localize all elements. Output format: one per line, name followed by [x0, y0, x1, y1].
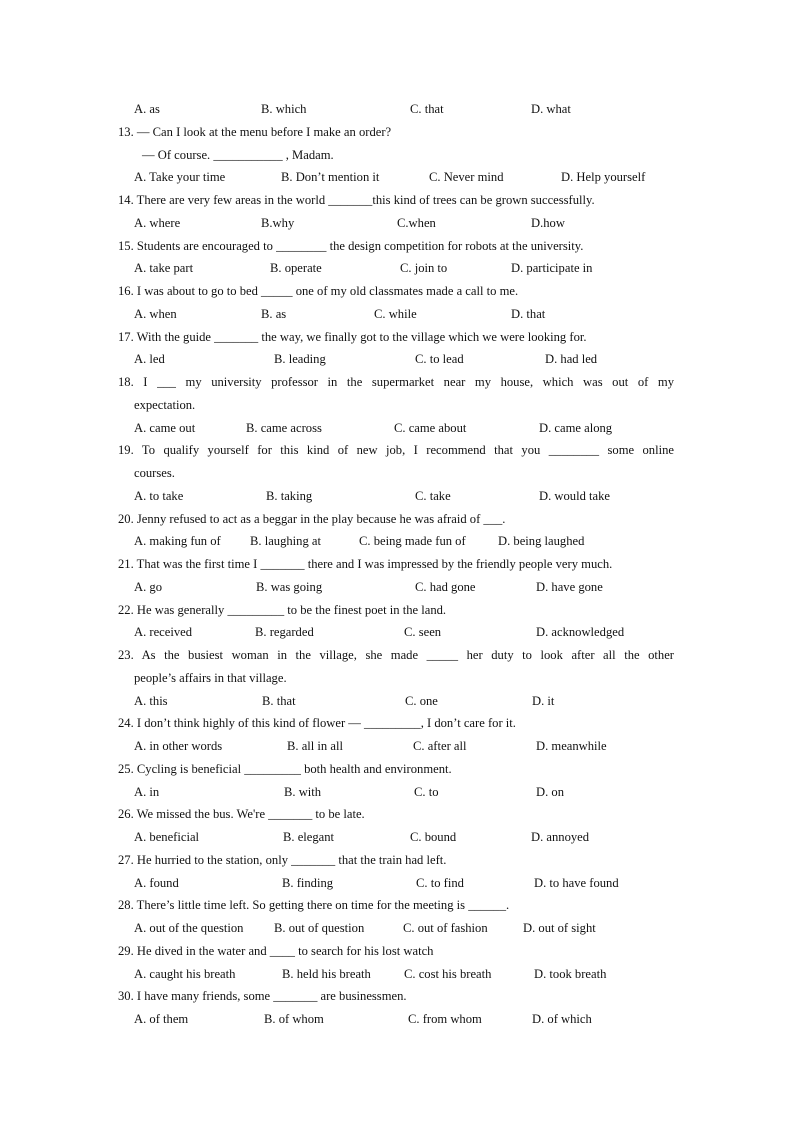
option-a: A. as [134, 102, 160, 116]
option-a: A. to take [134, 488, 184, 503]
option-b: B. came across [246, 420, 322, 435]
option-c: C. one [405, 693, 438, 708]
option-a: A. take part [134, 261, 194, 276]
answer-options-row [0, 621, 794, 644]
option-d: D. participate in [511, 261, 593, 276]
option-a: A. making fun of [134, 534, 221, 549]
answer-options-row [0, 417, 794, 440]
option-d: D. that [511, 306, 546, 321]
option-a: A. received [134, 625, 193, 640]
option-d: D. would take [539, 488, 610, 503]
option-d: D. annoyed [531, 830, 590, 844]
option-d: D. Help yourself [561, 170, 646, 185]
answer-options-row [0, 212, 794, 235]
answer-options-row [0, 1008, 794, 1031]
question-text: 24. I don’t think highly of this kind of flower — _________, I don’t care for it. [118, 716, 516, 731]
question-text: 26. We missed the bus. We're _______ to be late. [118, 807, 365, 822]
option-b: B. regarded [255, 625, 314, 640]
option-a: A. beneficial [134, 830, 200, 844]
option-c: C. cost his breath [404, 966, 492, 981]
option-c: C. bound [410, 830, 457, 844]
question-text: 14. There are very few areas in the world _______this kind of trees can be grown successfully. [118, 193, 595, 207]
answer-options-row [0, 872, 794, 895]
question-text: 23. As the busiest woman in the village, she made _____ her duty to look after all the other [118, 648, 674, 662]
question-continuation: people’s affairs in that village. [134, 670, 287, 685]
answer-options-row [0, 485, 794, 508]
option-b: B. was going [256, 579, 323, 594]
answer-options-row [0, 348, 794, 371]
option-c: C. to lead [415, 352, 464, 367]
answer-options-row [0, 826, 794, 849]
question-text: 13. — Can I look at the menu before I make an order? [118, 124, 392, 139]
option-c: C. take [415, 488, 451, 503]
answer-options-row [0, 917, 794, 940]
option-c: C. from whom [408, 1012, 482, 1026]
option-c: C. after all [413, 739, 467, 753]
option-b: B. operate [270, 261, 322, 276]
option-c: C. join to [400, 261, 448, 276]
question-text: 17. With the guide _______ the way, we finally got to the village which we were looking for. [118, 329, 587, 344]
option-b: B. all in all [287, 739, 343, 753]
option-a: A. in other words [134, 739, 223, 753]
option-c: C. had gone [415, 579, 476, 594]
worksheet [0, 98, 794, 1031]
option-c: C. out of fashion [403, 921, 488, 935]
option-d: D. came along [539, 420, 613, 435]
answer-options-row [0, 735, 794, 758]
option-d: D. had led [545, 352, 598, 367]
option-b: B. held his breath [282, 966, 371, 981]
option-c: C. seen [404, 625, 442, 640]
option-b: B. of whom [264, 1012, 324, 1026]
question-text: 21. That was the first time I _______ there and I was impressed by the friendly people very much. [118, 557, 613, 571]
option-a: A. came out [134, 420, 196, 435]
question-continuation: courses. [134, 466, 175, 480]
option-b: B. finding [282, 875, 334, 890]
option-b: B. as [261, 306, 287, 321]
answer-options-row [0, 257, 794, 280]
option-c: C. that [410, 102, 444, 116]
option-a: A. Take your time [134, 170, 226, 185]
option-d: D. being laughed [498, 534, 585, 549]
question-text: 15. Students are encouraged to ________ the design competition for robots at the university. [118, 238, 584, 253]
option-a: A. go [134, 579, 162, 594]
option-a: A. this [134, 693, 168, 708]
option-a: A. where [134, 215, 181, 230]
question-text: 16. I was about to go to bed _____ one of my old classmates made a call to me. [118, 284, 519, 298]
question-text: 20. Jenny refused to act as a beggar in the play because he was afraid of ___. [118, 511, 506, 526]
question-text: 22. He was generally _________ to be the finest poet in the land. [118, 602, 447, 617]
option-a: A. led [134, 352, 165, 367]
option-d: D. of which [532, 1012, 592, 1026]
option-c: C. being made fun of [359, 534, 466, 549]
option-b: B. laughing at [250, 534, 322, 549]
option-a: A. found [134, 875, 179, 890]
answer-options-row [0, 576, 794, 599]
option-d: D. to have found [534, 875, 619, 890]
answer-options-row [0, 166, 794, 189]
question-text: 27. He hurried to the station, only _______ that the train had left. [118, 852, 447, 867]
question-text: 25. Cycling is beneficial _________ both health and environment. [118, 761, 452, 776]
dialogue-line: — Of course. ___________ , Madam. [142, 147, 334, 162]
option-b: B. Don’t mention it [281, 170, 380, 185]
option-a: A. out of the question [134, 921, 244, 935]
option-a: A. in [134, 784, 160, 799]
option-a: A. caught his breath [134, 966, 236, 981]
option-c: C. to [414, 784, 439, 799]
option-b: B. taking [266, 488, 313, 503]
option-c: C.when [397, 215, 436, 230]
answer-options-row [0, 690, 794, 713]
option-d: D. have gone [536, 579, 603, 594]
answer-options-row [0, 781, 794, 804]
option-a: A. of them [134, 1012, 189, 1026]
option-d: D. on [536, 784, 564, 799]
option-c: C. came about [394, 420, 467, 435]
question-text: 19. To qualify yourself for this kind of new job, I recommend that you ________ some online [118, 443, 674, 458]
option-d: D. acknowledged [536, 625, 625, 640]
answer-options-row [0, 530, 794, 553]
option-d: D. what [531, 102, 571, 116]
answer-options-row [0, 98, 794, 121]
option-b: B. elegant [283, 830, 335, 844]
answer-options-row [0, 963, 794, 986]
answer-options-row [0, 303, 794, 326]
option-b: B. out of question [274, 921, 365, 935]
option-b: B. with [284, 784, 322, 799]
option-d: D. out of sight [523, 921, 596, 935]
question-text: 29. He dived in the water and ____ to search for his lost watch [118, 943, 434, 958]
option-d: D. meanwhile [536, 739, 607, 753]
option-c: C. to find [416, 875, 464, 890]
question-text: 28. There’s little time left. So getting there on time for the meeting is ______. [118, 898, 510, 913]
option-d: D.how [531, 215, 565, 230]
option-b: B. that [262, 693, 296, 708]
option-b: B. which [261, 102, 307, 116]
option-a: A. when [134, 306, 177, 321]
question-text: 30. I have many friends, some _______ are businessmen. [118, 989, 407, 1004]
option-b: B. leading [274, 352, 326, 367]
question-continuation: expectation. [134, 397, 196, 412]
option-c: C. Never mind [429, 170, 504, 185]
question-text: 18. I ___ my university professor in the supermarket near my house, which was out of my [118, 375, 674, 389]
option-b: B.why [261, 215, 295, 230]
option-c: C. while [374, 306, 417, 321]
option-d: D. took breath [534, 966, 607, 981]
option-d: D. it [532, 693, 555, 708]
